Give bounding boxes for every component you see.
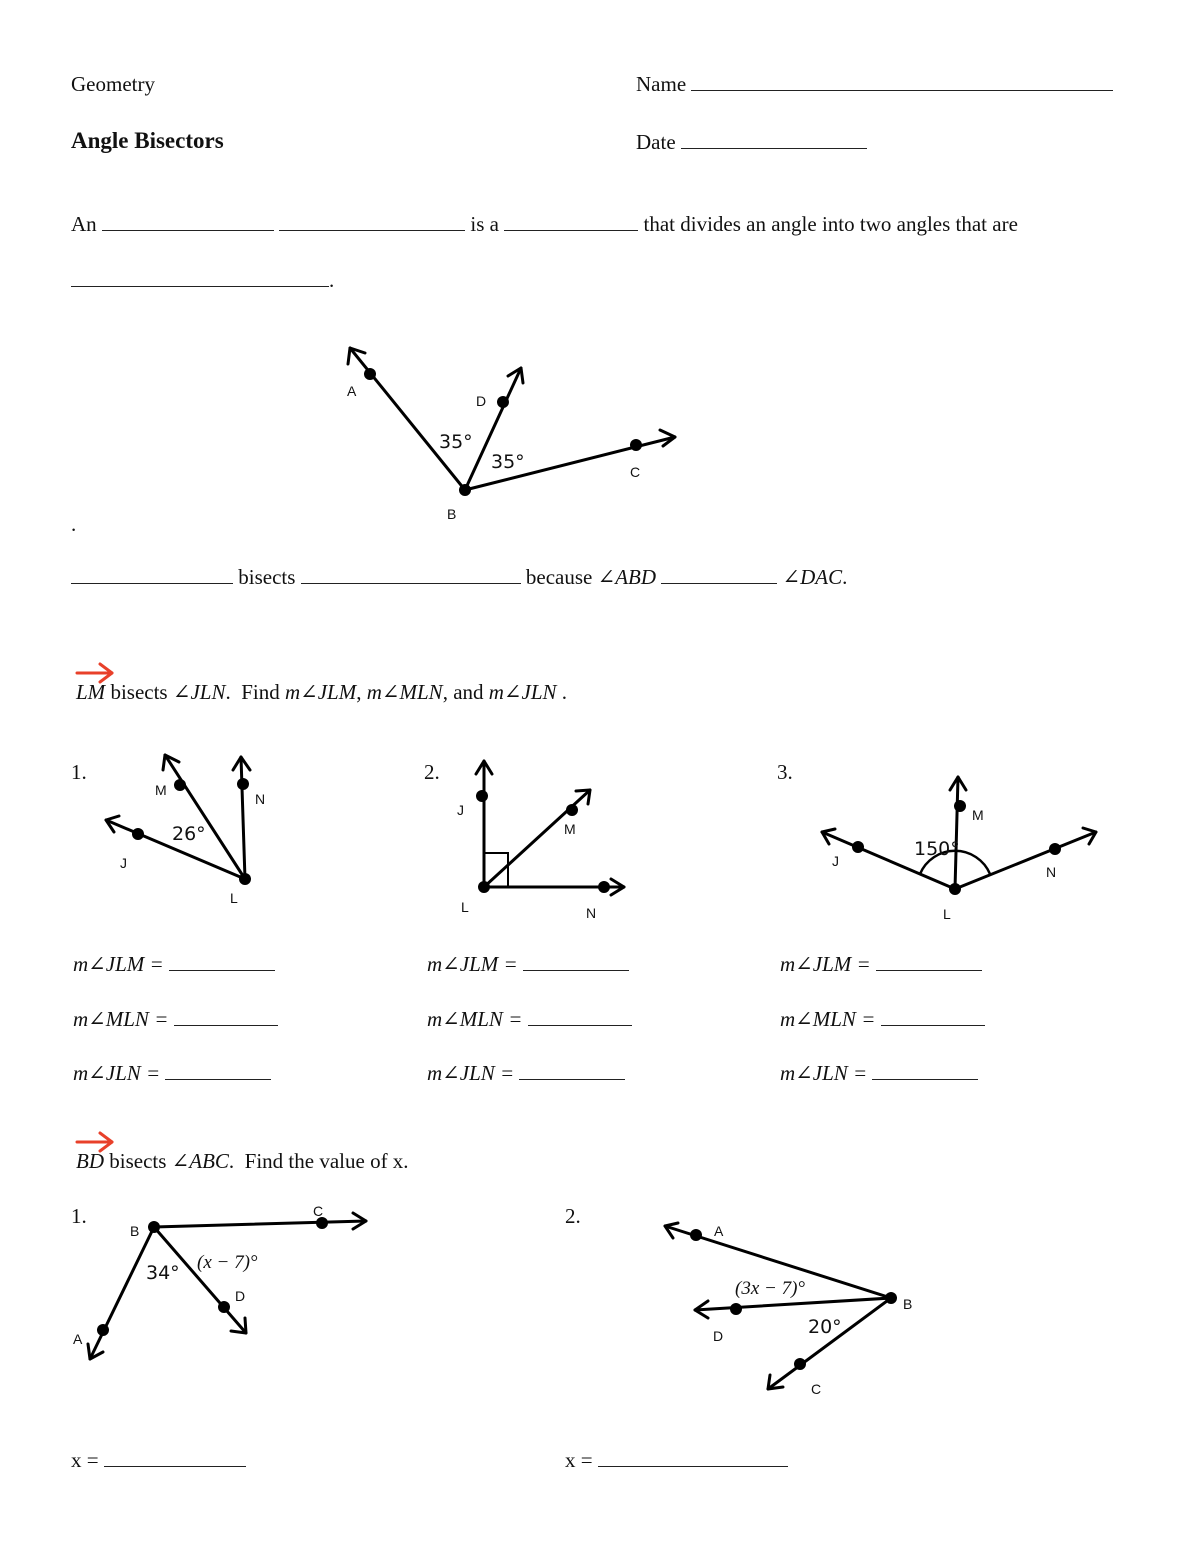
s2-problem-2-number: 2. (565, 1204, 581, 1228)
section1-and: and (453, 680, 484, 704)
section1-bisects: bisects (110, 680, 168, 704)
s1-problem-1-number: 1. (71, 760, 87, 784)
name-label: Name (636, 72, 687, 96)
s1p1-given-angle: 26° (172, 823, 206, 845)
s2p1-answer: x = (71, 1448, 246, 1473)
angle-abd: ∠ABD (597, 565, 657, 589)
s2p2-label-c: C (811, 1381, 822, 1397)
s2p1-label-b: B (130, 1223, 140, 1239)
s2p1-given-34: 34° (146, 1262, 180, 1284)
bisects-word: bisects (238, 565, 296, 589)
page-title: Angle Bisectors (71, 128, 224, 153)
definition-text: that divides an angle into two angles that are (643, 212, 1018, 236)
s2p2-answer: x = (565, 1448, 788, 1473)
s1-problem-2-number: 2. (424, 760, 440, 784)
s2-figure-2 (665, 1223, 912, 1397)
s1p3-label-n: N (1046, 864, 1057, 880)
label-c: C (630, 464, 641, 480)
s1p2-label-l: L (461, 899, 469, 915)
example-period: . (842, 565, 848, 589)
s2p1-label-d: D (235, 1288, 246, 1304)
section1-angle: ∠JLN (172, 680, 226, 704)
s1p2-label-j: J (457, 802, 464, 818)
subject-label: Geometry (71, 72, 155, 96)
s2-problem-1-number: 1. (71, 1204, 87, 1228)
s1p2-label-n: N (586, 905, 597, 921)
label-b: B (447, 506, 457, 522)
s1p2-answer-mln: m∠MLN = (427, 1007, 632, 1032)
ray-bd: BD (76, 1149, 104, 1173)
s1p1-label-l: L (230, 890, 238, 906)
s1p3-label-j: J (832, 853, 839, 869)
s1p2-label-m: M (564, 821, 576, 837)
word-is-a: is a (470, 212, 499, 236)
s1p1-answer-jln: m∠JLN = (73, 1061, 271, 1086)
s2p1-label-c: C (313, 1203, 324, 1219)
s2p2-given-expr: (3x − 7)° (735, 1278, 806, 1299)
date-label: Date (636, 130, 676, 154)
s1p1-label-j: J (120, 855, 127, 871)
s1p3-given-angle: 150° (914, 838, 960, 860)
stray-dot: . (71, 512, 77, 536)
section2-heading: BD bisects ∠ABC. Find the value of x. (76, 1149, 409, 1173)
s1p2-answer-jlm: m∠JLM = (427, 952, 629, 977)
angle-abd-measure: 35° (439, 431, 473, 453)
definition-period: . (329, 268, 335, 292)
s2p1-given-expr: (x − 7)° (197, 1252, 258, 1273)
section2-instruction: Find the value of x. (244, 1149, 409, 1173)
angle-dac: ∠DAC (782, 565, 843, 589)
section1-heading: LM bisects ∠JLN. Find m∠JLM, m∠MLN, and m∠JLN . (76, 680, 568, 704)
target-jln: m∠JLN (488, 680, 557, 704)
word-an: An (71, 212, 97, 236)
section1-find: Find (241, 680, 280, 704)
s1p3-label-m: M (972, 807, 984, 823)
s1p1-answer-mln: m∠MLN = (73, 1007, 278, 1032)
target-jlm: m∠JLM (284, 680, 357, 704)
s2p2-answer-blank[interactable] (598, 1448, 788, 1467)
ray-lm: LM (76, 680, 106, 704)
s2p1-answer-blank[interactable] (104, 1448, 246, 1467)
section2-bisects: bisects (109, 1149, 167, 1173)
angle-dbc-measure: 35° (491, 451, 525, 473)
section2-angle: ∠ABC (171, 1149, 229, 1173)
s2p2-given-20: 20° (808, 1316, 842, 1338)
because-word: because (525, 565, 593, 589)
s1p3-answer-jlm: m∠JLM = (780, 952, 982, 977)
s1p3-label-l: L (943, 906, 951, 922)
s1-problem-3-number: 3. (777, 760, 793, 784)
target-mln: m∠MLN (366, 680, 443, 704)
s1p1-label-m: M (155, 782, 167, 798)
s2p2-label-d: D (713, 1328, 724, 1344)
s2-figure-1 (73, 1203, 366, 1359)
s1p2-answer-jln: m∠JLN = (427, 1061, 625, 1086)
s1p3-answer-jln: m∠JLN = (780, 1061, 978, 1086)
s1p1-label-n: N (255, 791, 266, 807)
s2p2-label-b: B (903, 1296, 913, 1312)
s2p2-label-a: A (714, 1223, 724, 1239)
label-a: A (347, 383, 357, 399)
s1p1-answer-jlm: m∠JLM = (73, 952, 275, 977)
s1p3-answer-mln: m∠MLN = (780, 1007, 985, 1032)
s2p1-label-a: A (73, 1331, 83, 1347)
label-d: D (476, 393, 487, 409)
